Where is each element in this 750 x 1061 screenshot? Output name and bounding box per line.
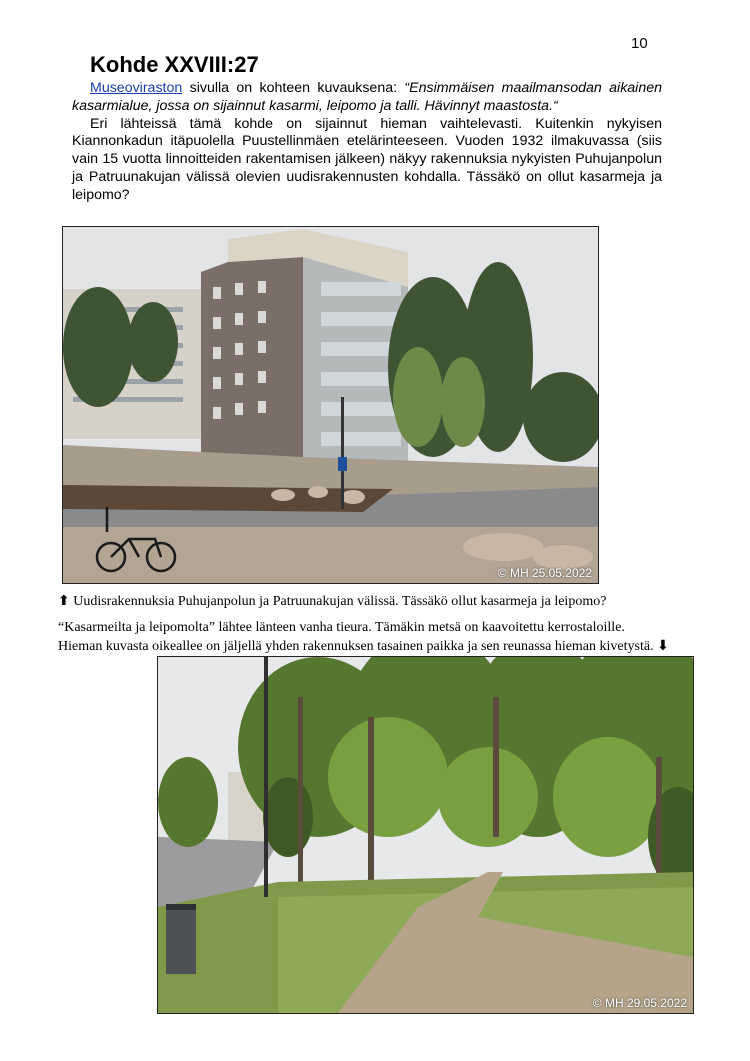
paragraph-1-quote: “Ensimmäisen maailmansodan aikainen kasarmialue, jossa on sijainnut kasarmi, leipomo ja talli. Hävinnyt maastosta.“ — [72, 80, 663, 114]
body-text — [72, 80, 662, 205]
paragraph-1-text: sivulla on kohteen kuvauksena: — [182, 80, 405, 96]
page-title: Kohde XXVIII:27 — [90, 52, 259, 77]
photo-new-buildings — [62, 226, 599, 584]
paragraph-2: Eri lähteissä tämä kohde on sijainnut hieman vaihtelevasti. Kuitenkin nykyisen Kiannonkadun itäpuolella Puustellinmäen etelärinteeseen. Vuoden 1932 ilmakuvassa (siis vain 15 vuotta linnoitteiden rakentamisen jälkeen) näkyy rakennuksia nykyisten Puhujanpolun ja Patruunakujan välissä olevien uudisrakennusten kohdalla. Tässäkö on ollut kasarmeja ja leipomo? — [72, 115, 662, 203]
caption-1-text: Uudisrakennuksia Puhujanpolun ja Patruunakujan välissä. Tässäkö ollut kasarmeja ja leipomo? — [69, 594, 607, 609]
caption-photo-1 — [58, 592, 698, 611]
arrow-down-icon: ⬇ — [657, 638, 669, 654]
caption-2-line-2-text: Hieman kuvasta oikeallee on jäljellä yhden rakennuksen tasainen paikka ja sen reunassa hieman kivetystä. — [58, 639, 654, 654]
photo-new-buildings-image — [63, 227, 598, 583]
caption-2-line-2 — [58, 637, 698, 656]
caption-photo-2 — [58, 618, 698, 656]
photo-credit: © MH 29.05.2022 — [592, 996, 687, 1010]
museovirasto-link[interactable]: Museoviraston — [90, 80, 183, 96]
photo-credit: © MH 25.05.2022 — [497, 566, 592, 580]
page-number: 10 — [631, 35, 648, 52]
photo-forest-path — [157, 656, 694, 1014]
caption-2-line-1: “Kasarmeilta ja leipomolta” lähtee länteen vanha tieura. Tämäkin metsä on kaavoitettu kerrostaloille. — [58, 620, 625, 635]
arrow-up-icon: ⬆ — [58, 593, 70, 609]
photo-forest-path-image — [158, 657, 693, 1013]
paragraph-1 — [72, 80, 662, 116]
